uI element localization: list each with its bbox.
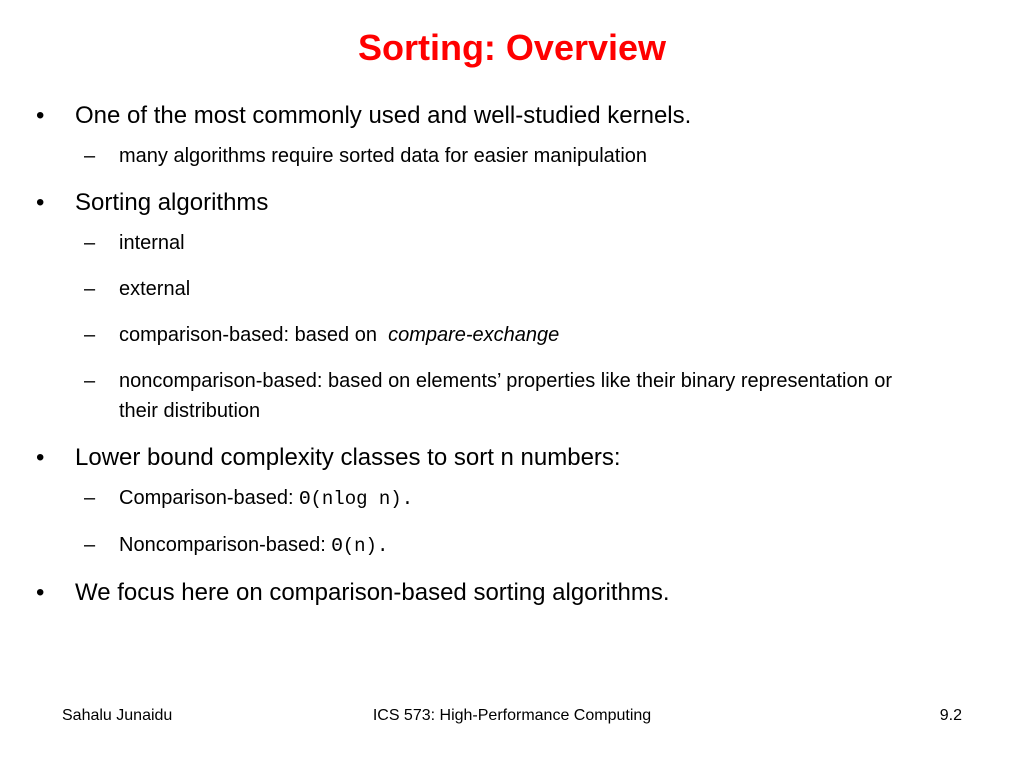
bullet-text: One of the most commonly used and well-studied kernels. bbox=[75, 102, 692, 129]
bullet-text: We focus here on comparison-based sorting algorithms. bbox=[75, 579, 670, 606]
sub-bullet-noncomparison-complexity bbox=[84, 530, 936, 561]
bullet-marker: • bbox=[36, 444, 45, 471]
bullet-focus bbox=[36, 577, 936, 608]
footer-author: Sahalu Junaidu bbox=[62, 707, 173, 724]
sub-bullet-text: Comparison-based: bbox=[119, 487, 294, 509]
bullet-text: Sorting algorithms bbox=[75, 189, 269, 216]
bullet-commonly-used bbox=[36, 100, 936, 131]
dash-marker: – bbox=[84, 278, 96, 300]
complexity-nlogn: Θ(nlog n). bbox=[299, 488, 414, 510]
bullet-sorting-algorithms bbox=[36, 187, 936, 218]
bullet-marker: • bbox=[36, 579, 45, 606]
dash-marker: – bbox=[84, 534, 96, 556]
dash-marker: – bbox=[84, 232, 96, 254]
dash-marker: – bbox=[84, 487, 96, 509]
sub-bullet-text: noncomparison-based: based on elements’ properties like their binary representation or their distribution bbox=[119, 370, 893, 422]
sub-bullet-noncomparison-based bbox=[84, 366, 936, 426]
sub-bullet-text: external bbox=[119, 278, 191, 300]
complexity-n: Θ(n). bbox=[331, 535, 389, 557]
dash-marker: – bbox=[84, 370, 96, 392]
bullet-lower-bound bbox=[36, 442, 936, 473]
sub-bullet-comparison-based bbox=[84, 320, 936, 350]
bullet-text: Lower bound complexity classes to sort n numbers: bbox=[75, 444, 621, 471]
slide-content bbox=[36, 100, 936, 618]
sub-bullet-text: many algorithms require sorted data for easier manipulation bbox=[119, 145, 648, 167]
sub-bullet-text: Noncomparison-based: bbox=[119, 534, 326, 556]
sub-bullet-text: comparison-based: based on bbox=[119, 324, 377, 346]
footer-page-number: 9.2 bbox=[939, 707, 962, 724]
slide-title: Sorting: Overview bbox=[357, 27, 667, 68]
compare-exchange-term: compare-exchange bbox=[388, 324, 560, 346]
sub-bullet-sorted-data bbox=[84, 141, 936, 171]
bullet-marker: • bbox=[36, 102, 45, 129]
sub-bullet-external bbox=[84, 274, 936, 304]
bullet-marker: • bbox=[36, 189, 45, 216]
dash-marker: – bbox=[84, 324, 96, 346]
sub-bullet-internal bbox=[84, 228, 936, 258]
dash-marker: – bbox=[84, 145, 96, 167]
footer-course: ICS 573: High-Performance Computing bbox=[372, 707, 652, 724]
sub-bullet-comparison-complexity bbox=[84, 483, 936, 514]
sub-bullet-text: internal bbox=[119, 232, 185, 254]
